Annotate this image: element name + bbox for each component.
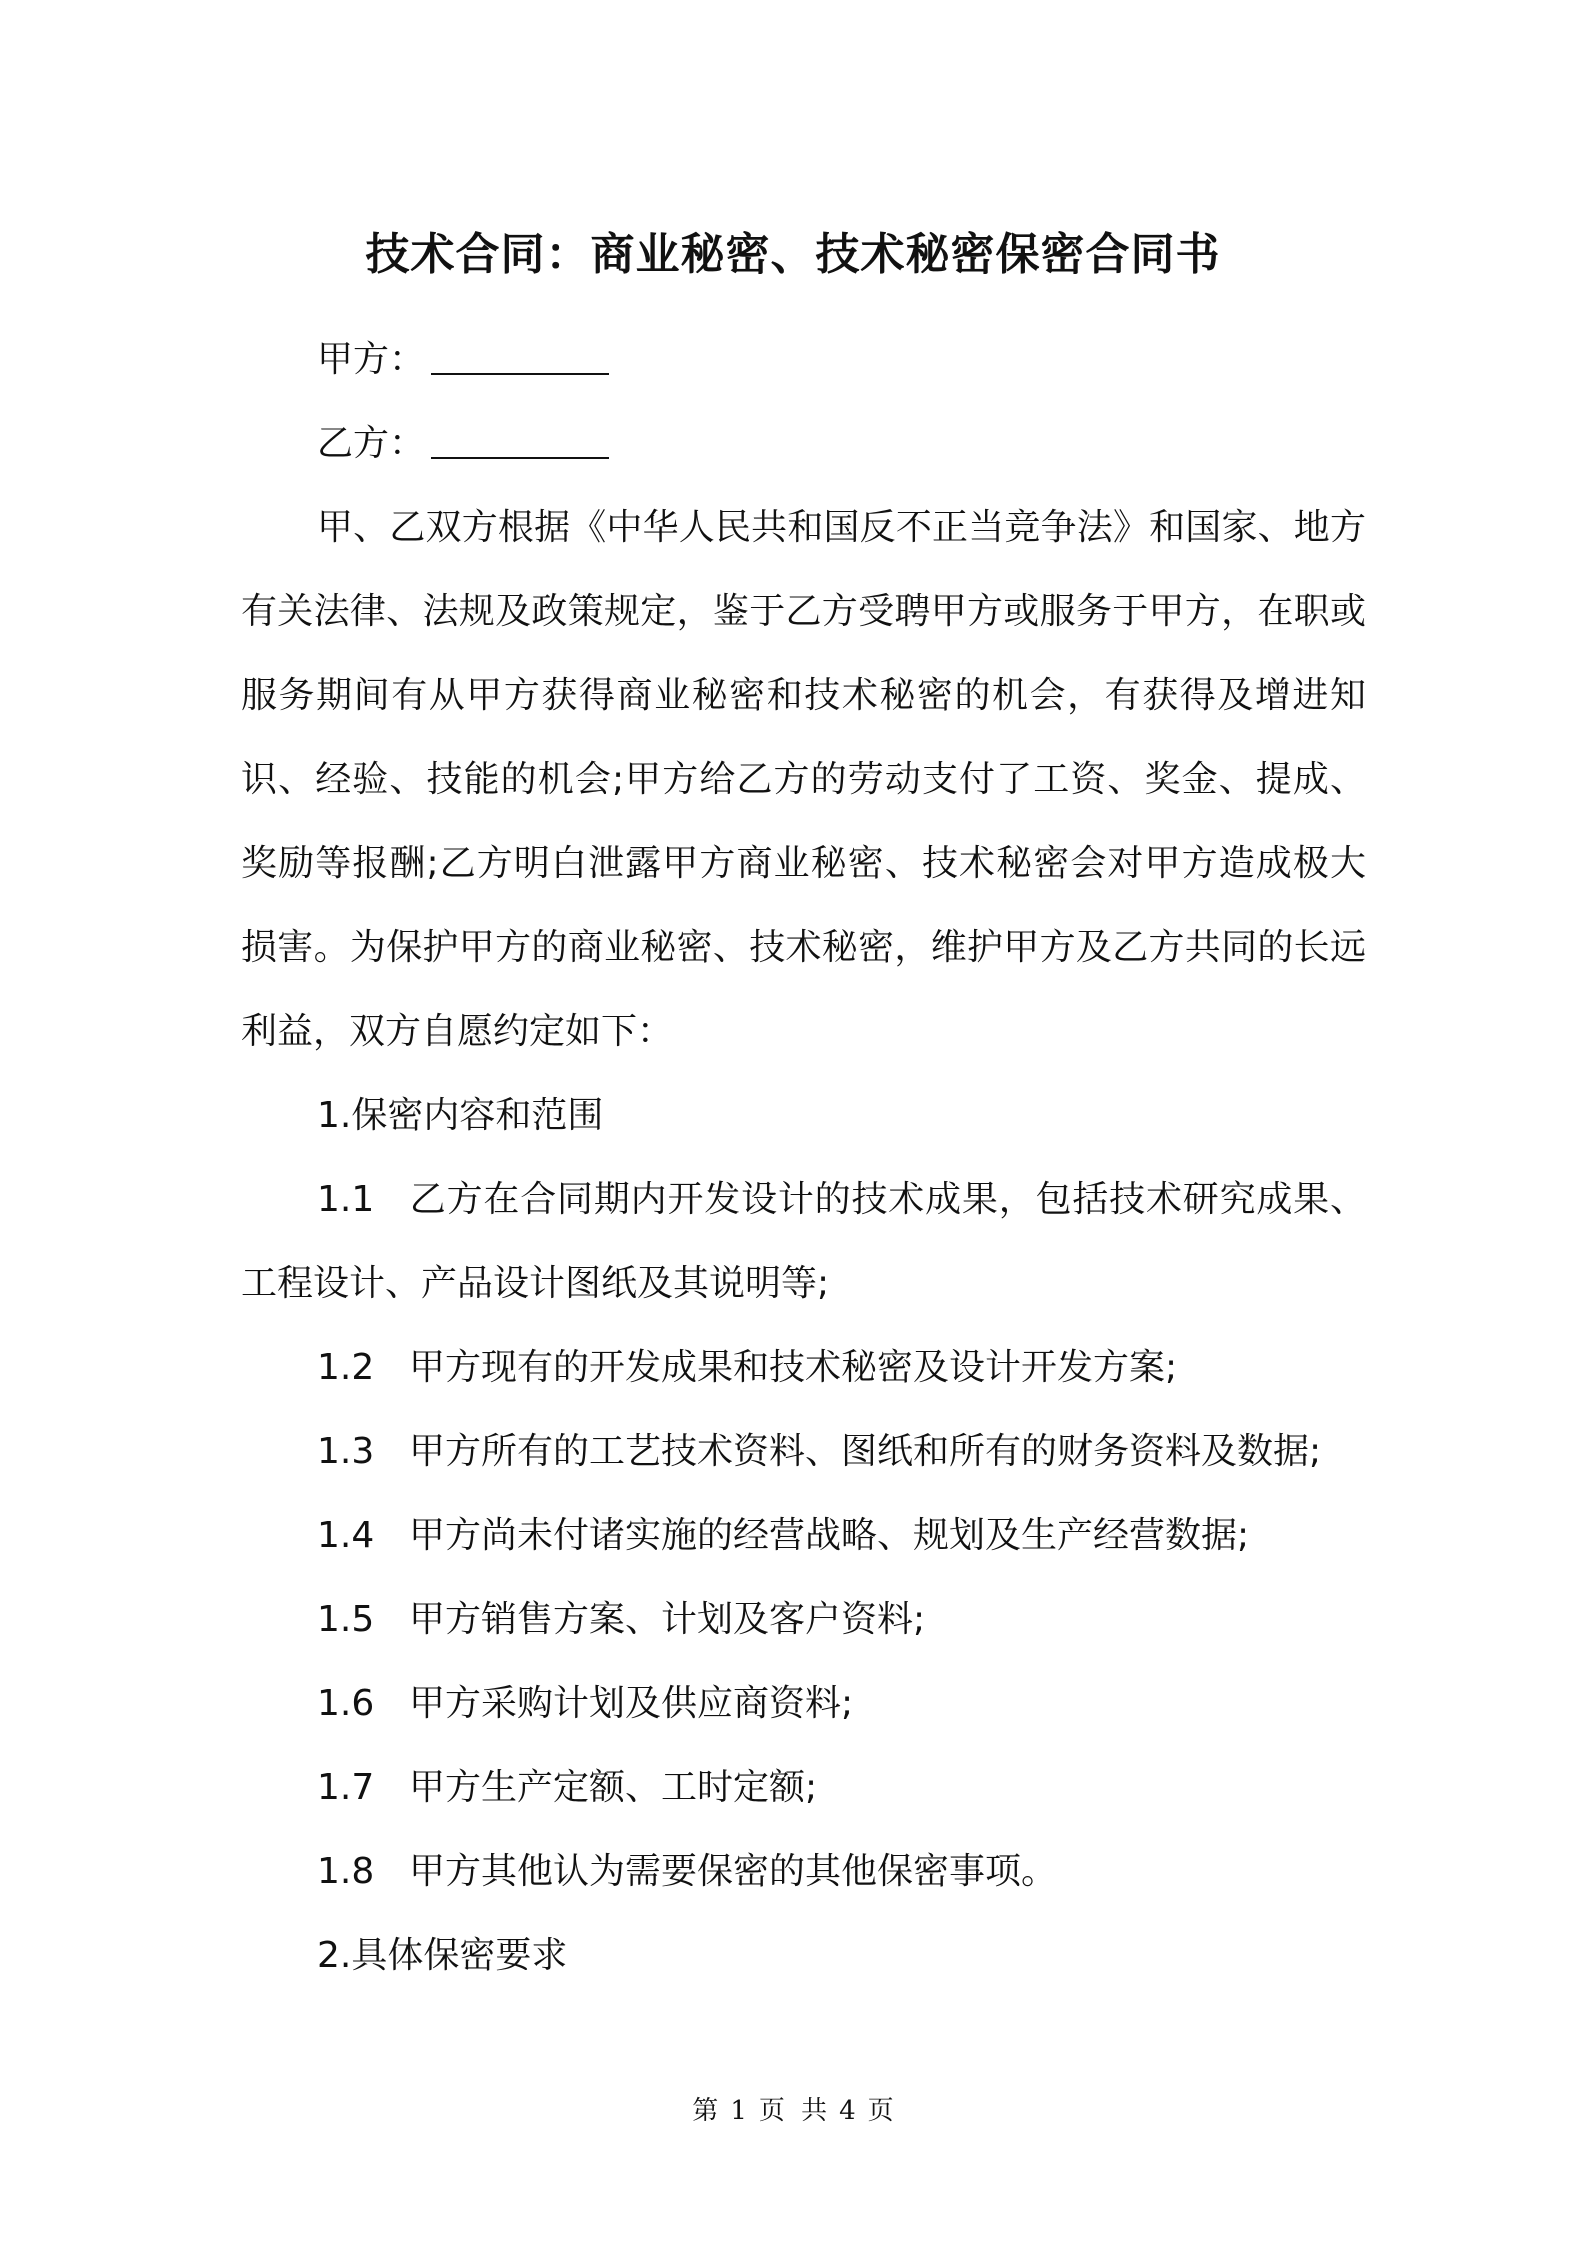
party-a-label: 甲方： [317, 339, 426, 380]
list-item [241, 1326, 1366, 1410]
party-b-blank [431, 423, 609, 459]
party-a-line [241, 318, 1366, 402]
list-item [241, 1578, 1366, 1662]
list-item [241, 1662, 1366, 1746]
party-a-blank [431, 339, 609, 375]
list-item [241, 1410, 1366, 1494]
item-number: 1.3 [317, 1431, 375, 1472]
list-item [241, 1830, 1366, 1914]
footer-middle: 页 共 [758, 2096, 828, 2126]
item-number: 1.7 [317, 1767, 375, 1808]
list-item [241, 1746, 1366, 1830]
item-text: 甲方其他认为需要保密的其他保密事项。 [409, 1851, 1058, 1892]
footer-prefix: 第 [692, 2096, 719, 2126]
footer-suffix: 页 [867, 2096, 894, 2126]
item-text: 甲方生产定额、工时定额; [409, 1767, 818, 1808]
document-body [241, 318, 1366, 1998]
list-item [241, 1494, 1366, 1578]
page-footer [0, 2090, 1586, 2127]
intro-paragraph: 甲、乙双方根据《中华人民共和国反不正当竞争法》和国家、地方有关法律、法规及政策规定，鉴于乙方受聘甲方或服务于甲方，在职或服务期间有从甲方获得商业秘密和技术秘密的机会，有获得及增进知识、经验、技能的机会;甲方给乙方的劳动支付了工资、奖金、提成、奖励等报酬;乙方明白泄露甲方商业秘密、技术秘密会对甲方造成极大损害。为保护甲方的商业秘密、技术秘密，维护甲方及乙方共同的长远利益，双方自愿约定如下： [241, 507, 1366, 1052]
list-item [241, 1158, 1366, 1326]
section-2-heading: 2.具体保密要求 [317, 1935, 568, 1976]
document-title: 技术合同：商业秘密、技术秘密保密合同书 [365, 229, 1221, 280]
item-number: 1.5 [317, 1599, 375, 1640]
section-1-heading: 1.保密内容和范围 [317, 1095, 604, 1136]
item-text: 甲方现有的开发成果和技术秘密及设计开发方案; [409, 1347, 1178, 1388]
item-text: 甲方尚未付诸实施的经营战略、规划及生产经营数据; [409, 1515, 1250, 1556]
item-number: 1.8 [317, 1851, 375, 1892]
item-text: 甲方所有的工艺技术资料、图纸和所有的财务资料及数据; [409, 1431, 1322, 1472]
item-number: 1.4 [317, 1515, 375, 1556]
item-number: 1.6 [317, 1683, 375, 1724]
party-b-label: 乙方： [317, 423, 426, 464]
item-text: 乙方在合同期内开发设计的技术成果，包括技术研究成果、工程设计、产品设计图纸及其说明等; [241, 1179, 1366, 1304]
item-number: 1.1 [317, 1179, 375, 1220]
item-text: 甲方采购计划及供应商资料; [409, 1683, 854, 1724]
item-text: 甲方销售方案、计划及客户资料; [409, 1599, 926, 1640]
party-b-line [241, 402, 1366, 486]
footer-page-number: 1 [730, 2096, 747, 2126]
item-number: 1.2 [317, 1347, 375, 1388]
footer-total-pages: 4 [839, 2096, 856, 2126]
